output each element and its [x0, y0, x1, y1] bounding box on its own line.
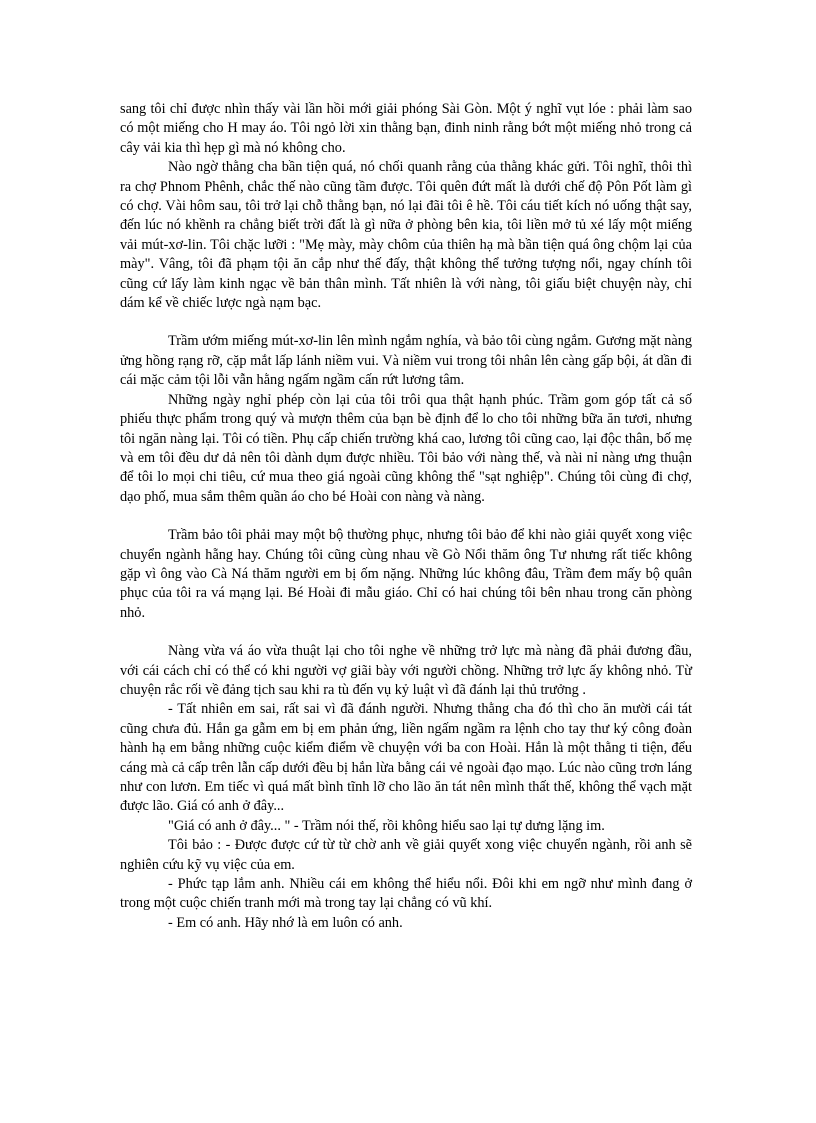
paragraph-1: sang tôi chỉ được nhìn thấy vài lần hồi mới giải phóng Sài Gòn. Một ý nghĩ vụt lóe : phải làm sao có một miếng cho H may áo. Tôi ngỏ lời xin thằng bạn, đinh ninh rằng bớt một miếng nhỏ trong cả cây vải kia thì hẹp gì mà nó không cho.: [120, 101, 692, 156]
paragraph-10: - Phức tạp lắm anh. Nhiều cái em không thể hiểu nổi. Đôi khi em ngỡ như mình đang ở trong một cuộc chiến tranh mới mà trong tay lại chẳng có vũ khí.: [120, 876, 692, 912]
paragraph-3: Trầm ướm miếng mút-xơ-lin lên mình ngắm nghía, và bảo tôi cùng ngắm. Gương mặt nàng ửng hồng rạng rỡ, cặp mắt lấp lánh niềm vui. Và niềm vui trong tôi nhân lên càng gấp bội, át dần đi cái mặc cảm tội lỗi vẫn hằng ngấm ngầm cấn rứt lương tâm.: [120, 333, 692, 389]
paragraph-8: "Giá có anh ở đây... " - Trầm nói thế, rồi không hiểu sao lại tự dưng lặng im.: [168, 817, 605, 834]
paragraph-4: Những ngày nghỉ phép còn lại của tôi trôi qua thật hạnh phúc. Trầm gom góp tất cả số phiếu thực phẩm trong quý và mượn thêm của bạn bè định để lo cho tôi những bữa ăn tươi, nhưng tôi ngăn nàng lại. Tôi có tiền. Phụ cấp chiến trường khá cao, lương tôi cũng cao, lại độc thân, bố mẹ và em tôi đều dư dả nên tôi dành dụm được nhiều. Tôi bảo với nàng thế, và nài nỉ nàng ưng thuận để tôi lo mọi chi tiêu, cứ mua theo giá ngoài cũng không thể "sạt nghiệp". Chúng tôi cùng đi chợ, dạo phố, mua sắm thêm quần áo cho bé Hoài con nàng và nàng.: [120, 391, 692, 505]
body-text: [120, 100, 692, 933]
paragraph-9: Tôi bảo : - Được được cứ từ từ chờ anh về giải quyết xong việc chuyển ngành, rồi anh sẽ nghiên cứu kỹ vụ việc của em.: [120, 837, 692, 873]
paragraph-6: Nàng vừa vá áo vừa thuật lại cho tôi nghe về những trở lực mà nàng đã phải đương đầu, với cái cách chỉ có thể có khi người vợ giãi bày với người chồng. Những trở lực ấy không nhỏ. Từ chuyện rắc rối về đảng tịch sau khi ra tù đến vụ kỷ luật vì đã đánh lại thủ trưởng .: [120, 643, 692, 698]
paragraph-11: - Em có anh. Hãy nhớ là em luôn có anh.: [168, 914, 403, 931]
paragraph-7: - Tất nhiên em sai, rất sai vì đã đánh người. Nhưng thằng cha đó thì cho ăn mười cái tát cũng chưa đủ. Hắn ga gẫm em bị em phản ứng, liền ngấm ngầm ra lệnh cho tay thư ký công đoàn hành hạ em bằng những cuộc kiểm điểm về chuyện với ba con Hoài. Hắn là một thằng ti tiện, đểu cáng mà cả cấp trên lẫn cấp dưới đều bị hắn lừa bằng cái vẻ ngoài đạo mạo. Lúc nào cũng trơn láng như con lươn. Em tiếc vì quá mất bình tĩnh lỡ cho lão ăn tát nên mình thất thế, không thể vạch mặt được lão. Giá có anh ở đây...: [120, 701, 692, 815]
paragraph-2: Nào ngờ thằng cha bần tiện quá, nó chối quanh rằng của thằng khác gửi. Tôi nghĩ, thôi thì ra chợ Phnom Phênh, chắc thế nào cũng tầm được. Tôi quên đứt mất là dưới chế độ Pôn Pốt làm gì có chợ. Vài hôm sau, tôi trở lại chỗ thằng bạn, nó lại đãi tôi ê hề. Tôi cáu tiết kích nó uống thật say, đến lúc nó khềnh ra chẳng biết trời đất là gì nữa ở phòng bên kia, tôi liền mở tủ xé lấy một miếng vải mút-xơ-lin. Tôi chặc lưỡi : "Mẹ mày, mày chôm của thiên hạ mà bần tiện quá ông chộm lại của mày". Vâng, tôi đã phạm tội ăn cắp như thế đấy, thật không thể tưởng tượng nổi, ngay chính tôi cũng cứ lấy làm kinh ngạc về bản thân mình. Tất nhiên là với nàng, tôi giấu biệt chuyện này, chỉ dám kể về chiếc lược ngà nạm bạc.: [120, 159, 692, 312]
paragraph-5: Trầm bảo tôi phải may một bộ thường phục, nhưng tôi bảo để khi nào giải quyết xong việc chuyển ngành hẵng hay. Chúng tôi cũng cùng nhau về Gò Nổi thăm ông Tư nhưng rất tiếc không gặp vì ông vào Cà Ná thăm người em bị ốm nặng. Những lúc không đâu, Trầm đem mấy bộ quân phục của tôi ra vá mạng lại. Bé Hoài đi mẫu giáo. Chỉ có hai chúng tôi bên nhau trong căn phòng nhỏ.: [120, 527, 692, 621]
